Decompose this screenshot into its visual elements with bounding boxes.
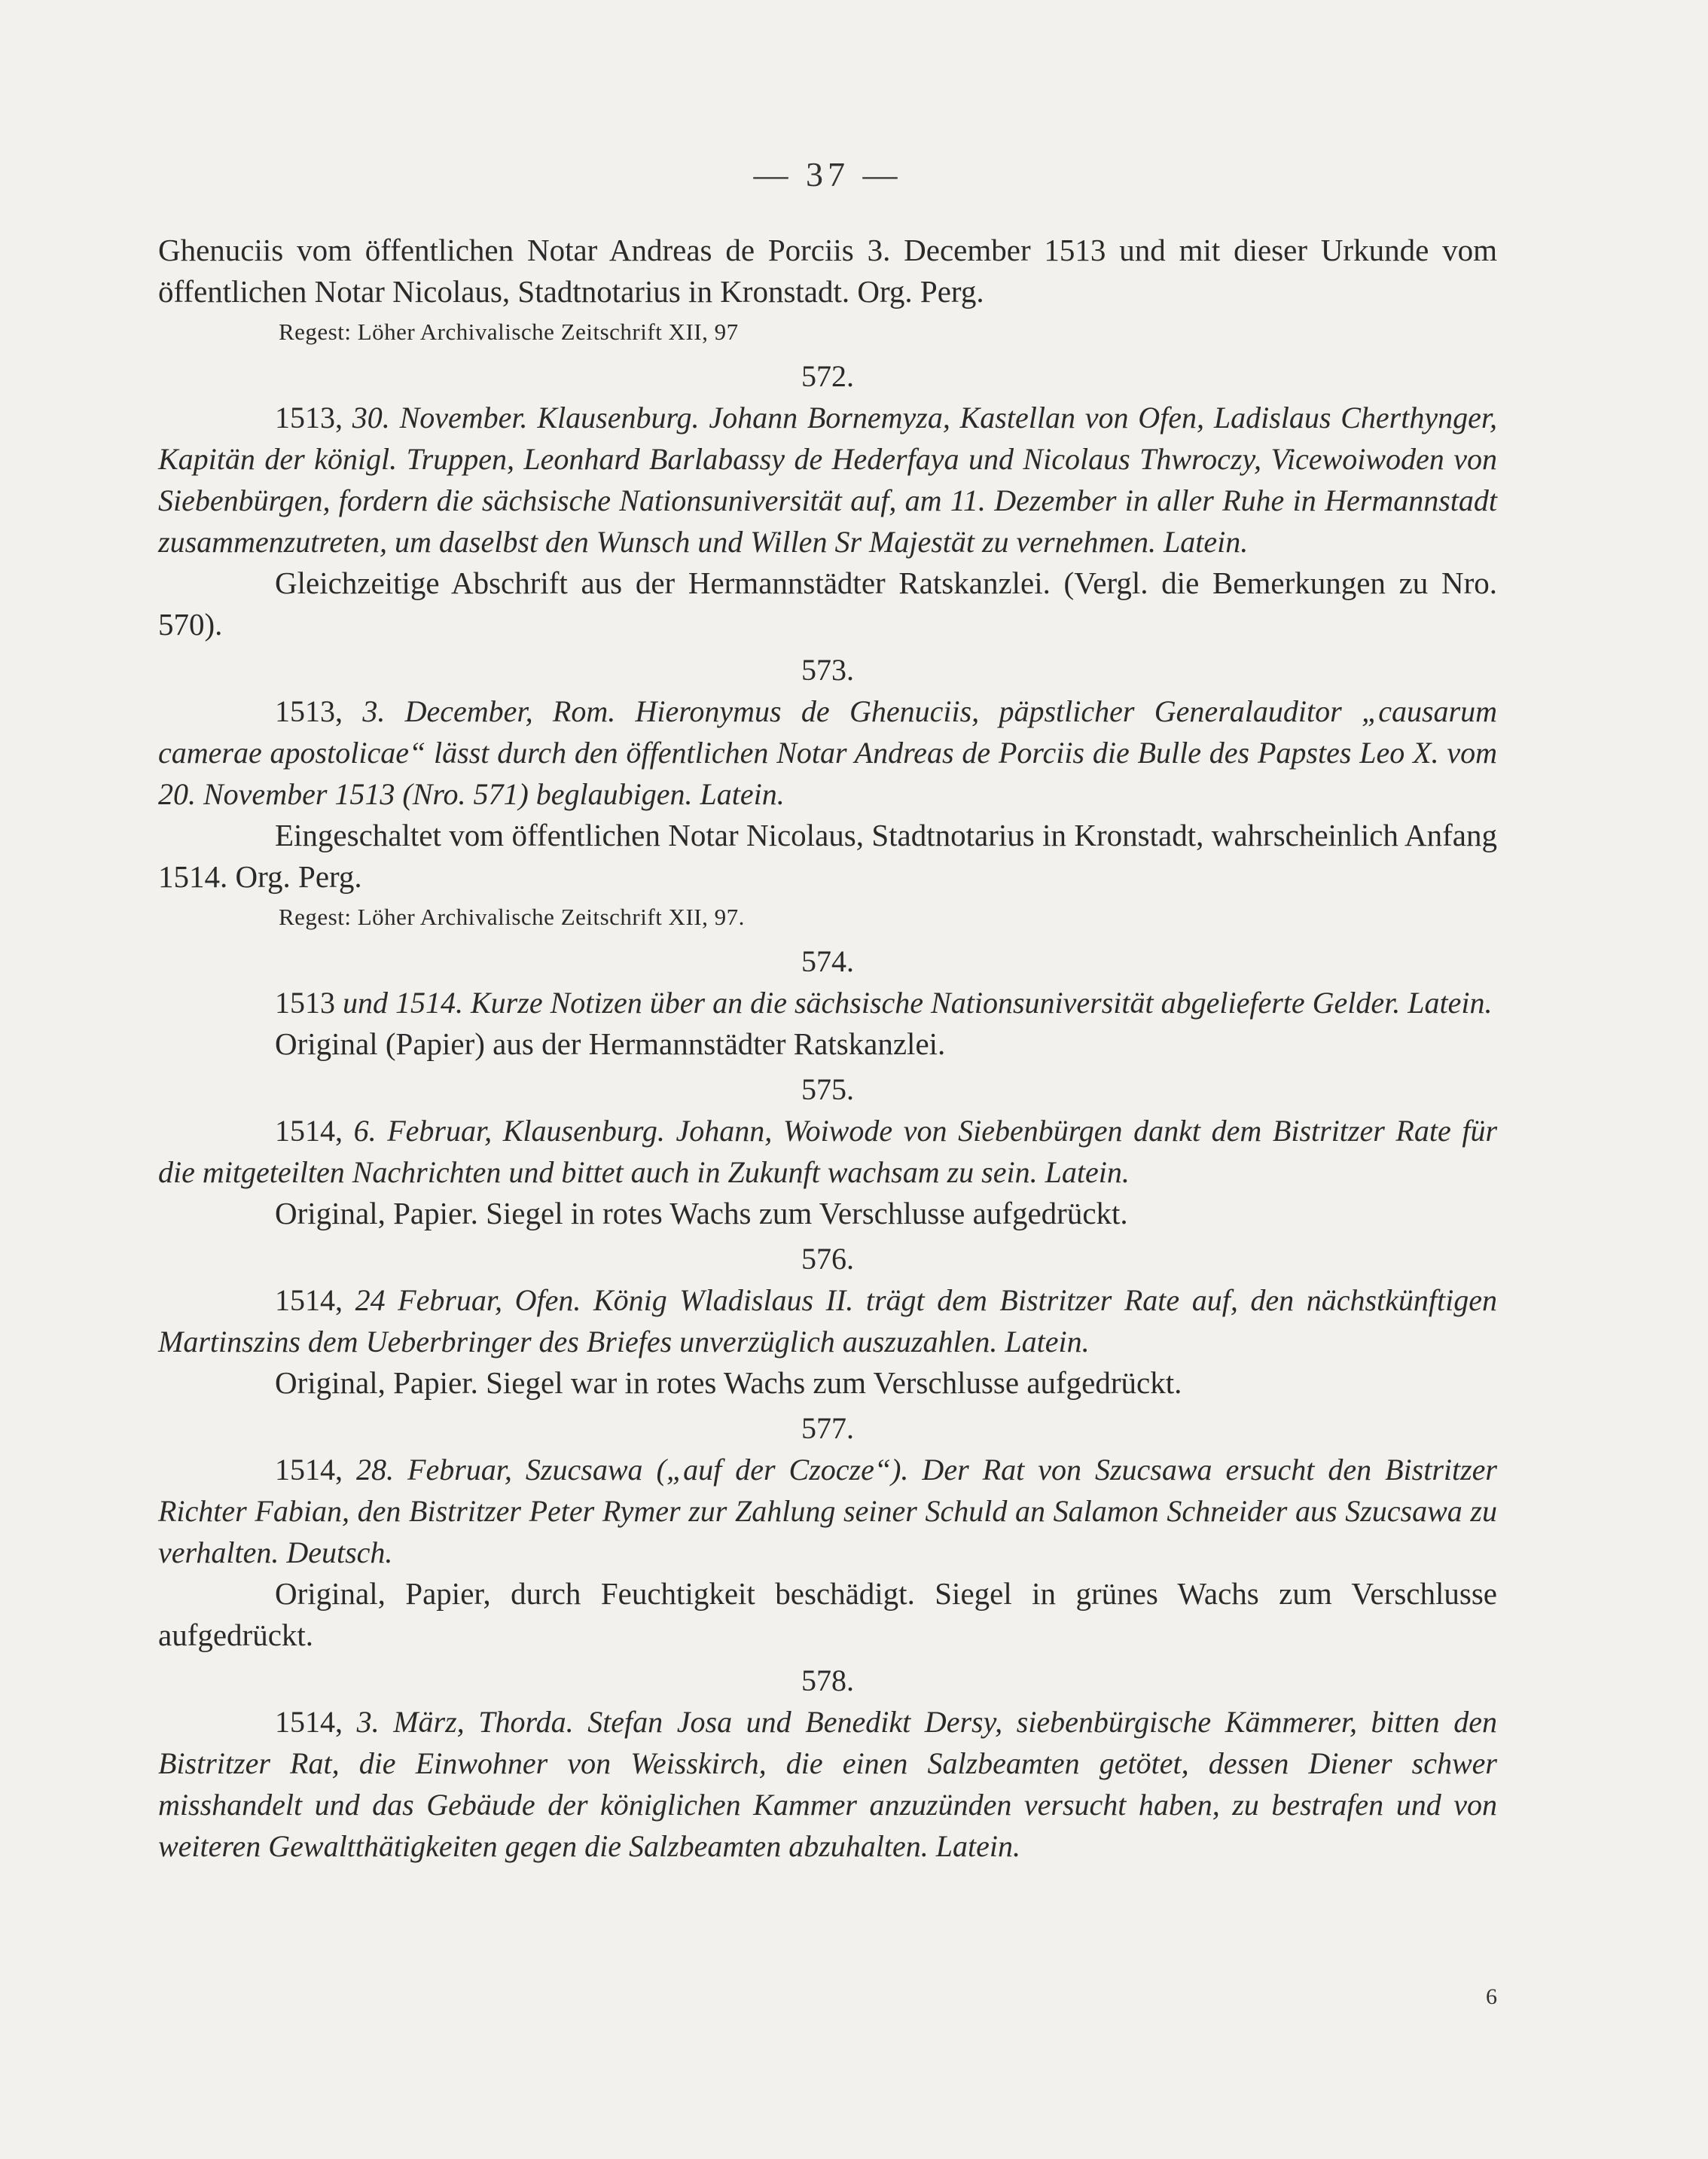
- intro-regest: Regest: Löher Archivalische Zeitschrift XII, 97: [279, 319, 739, 345]
- entry-date: 1513,: [275, 694, 343, 728]
- entry-number: 574.: [801, 944, 854, 978]
- entry-summary-text: 3. März, Thorda. Stefan Josa und Benedikt Dersy, siebenbürgische Kämmerer, bitten den Bistritzer Rat, die Einwohner von Weisskirch, die einen Salzbeamten getötet, dessen Diener schwer misshandelt und das Gebäude der königlichen Kammer anzuzünden versucht haben, zu bestrafen und von weiteren Gewaltthätigkeiten gegen die Salzbeamten abzuhalten. Latein.: [158, 1705, 1498, 1863]
- entry-date: 1514,: [275, 1114, 343, 1148]
- intro-text: Ghenuciis vom öffentlichen Notar Andreas de Porciis 3. December 1513 und mit dieser Urkunde vom öffentlichen Notar Nicolaus, Stadtnotarius in Kronstadt. Org. Perg.: [158, 233, 1497, 309]
- entry-summary: [158, 691, 1497, 815]
- entry-note: Original (Papier) aus der Hermannstädter Ratskanzlei.: [275, 1026, 946, 1061]
- page-number: — 37 —: [753, 155, 902, 194]
- entry-number: 575.: [801, 1072, 854, 1106]
- entry-number: 572.: [801, 359, 854, 393]
- entry-note: Gleichzeitige Abschrift aus der Hermannstädter Ratskanzlei. (Vergl. die Bemerkungen zu Nro. 570).: [158, 566, 1497, 642]
- entry-date: 1514,: [275, 1705, 343, 1739]
- entry-number: 577.: [801, 1411, 854, 1445]
- entry-note: Original, Papier. Siegel in rotes Wachs zum Verschlusse aufgedrückt.: [275, 1196, 1128, 1230]
- entry-summary-text: 6. Februar, Klausenburg. Johann, Woiwode von Siebenbürgen dankt dem Bistritzer Rate für die mitgeteilten Nachrichten und bittet auch in Zukunft wachsam zu sein. Latein.: [158, 1114, 1498, 1189]
- entry-summary: [158, 1701, 1497, 1867]
- sheet-signature: 6: [1486, 1984, 1497, 2009]
- entry-summary: [158, 982, 1497, 1023]
- entry-summary: [158, 397, 1497, 563]
- entry-summary-text: 24 Februar, Ofen. König Wladislaus II. trägt dem Bistritzer Rate auf, den nächstkünftigen Martinszins dem Ueberbringer des Briefes unverzüglich auszuzahlen. Latein.: [158, 1283, 1498, 1359]
- entry-regest: Regest: Löher Archivalische Zeitschrift XII, 97.: [279, 904, 745, 930]
- entry-number: 578.: [801, 1663, 854, 1697]
- entry-summary: [158, 1449, 1497, 1573]
- entry-summary: [158, 1110, 1497, 1193]
- entry-summary: [158, 1279, 1497, 1362]
- entry-date: 1513: [275, 986, 335, 1020]
- entry-date: 1513,: [275, 401, 343, 435]
- entry-summary-text: und 1514. Kurze Notizen über an die sächsische Nationsuniversität abgelieferte Gelder. Latein.: [343, 986, 1493, 1020]
- entry-note: Eingeschaltet vom öffentlichen Notar Nicolaus, Stadtnotarius in Kronstadt, wahrscheinlich Anfang 1514. Org. Perg.: [158, 818, 1497, 894]
- entry-number: 573.: [801, 653, 854, 687]
- entry-note: Original, Papier, durch Feuchtigkeit beschädigt. Siegel in grünes Wachs zum Verschlusse aufgedrückt.: [158, 1576, 1497, 1652]
- entry-note: Original, Papier. Siegel war in rotes Wachs zum Verschlusse aufgedrückt.: [275, 1365, 1182, 1400]
- entry-summary-text: 28. Februar, Szucsawa („auf der Czocze“). Der Rat von Szucsawa ersucht den Bistritzer Richter Fabian, den Bistritzer Peter Rymer zur Zahlung seiner Schuld an Salamon Schneider aus Szucsawa zu verhalten. Deutsch.: [158, 1453, 1498, 1569]
- entry-number: 576.: [801, 1242, 854, 1276]
- entry-date: 1514,: [275, 1453, 343, 1487]
- entry-summary-text: 3. December, Rom. Hieronymus de Ghenuciis, päpstlicher Generalauditor „causarum camerae apostolicae“ lässt durch den öffentlichen Notar Andreas de Porciis die Bulle des Papstes Leo X. vom 20. November 1513 (Nro. 571) beglaubigen. Latein.: [158, 694, 1498, 811]
- entry-summary-text: 30. November. Klausenburg. Johann Bornemyza, Kastellan von Ofen, Ladislaus Cherthynger, Kapitän der königl. Truppen, Leonhard Barlabassy de Hederfaya und Nicolaus Thwroczy, Vicewoiwoden von Siebenbürgen, fordern die sächsische Nationsuniversität auf, am 11. Dezember in aller Ruhe in Hermannstadt zusammenzutreten, um daselbst den Wunsch und Willen Sr Majestät zu vernehmen. Latein.: [158, 401, 1498, 559]
- page-body: [158, 230, 1497, 1867]
- entry-date: 1514,: [275, 1283, 343, 1317]
